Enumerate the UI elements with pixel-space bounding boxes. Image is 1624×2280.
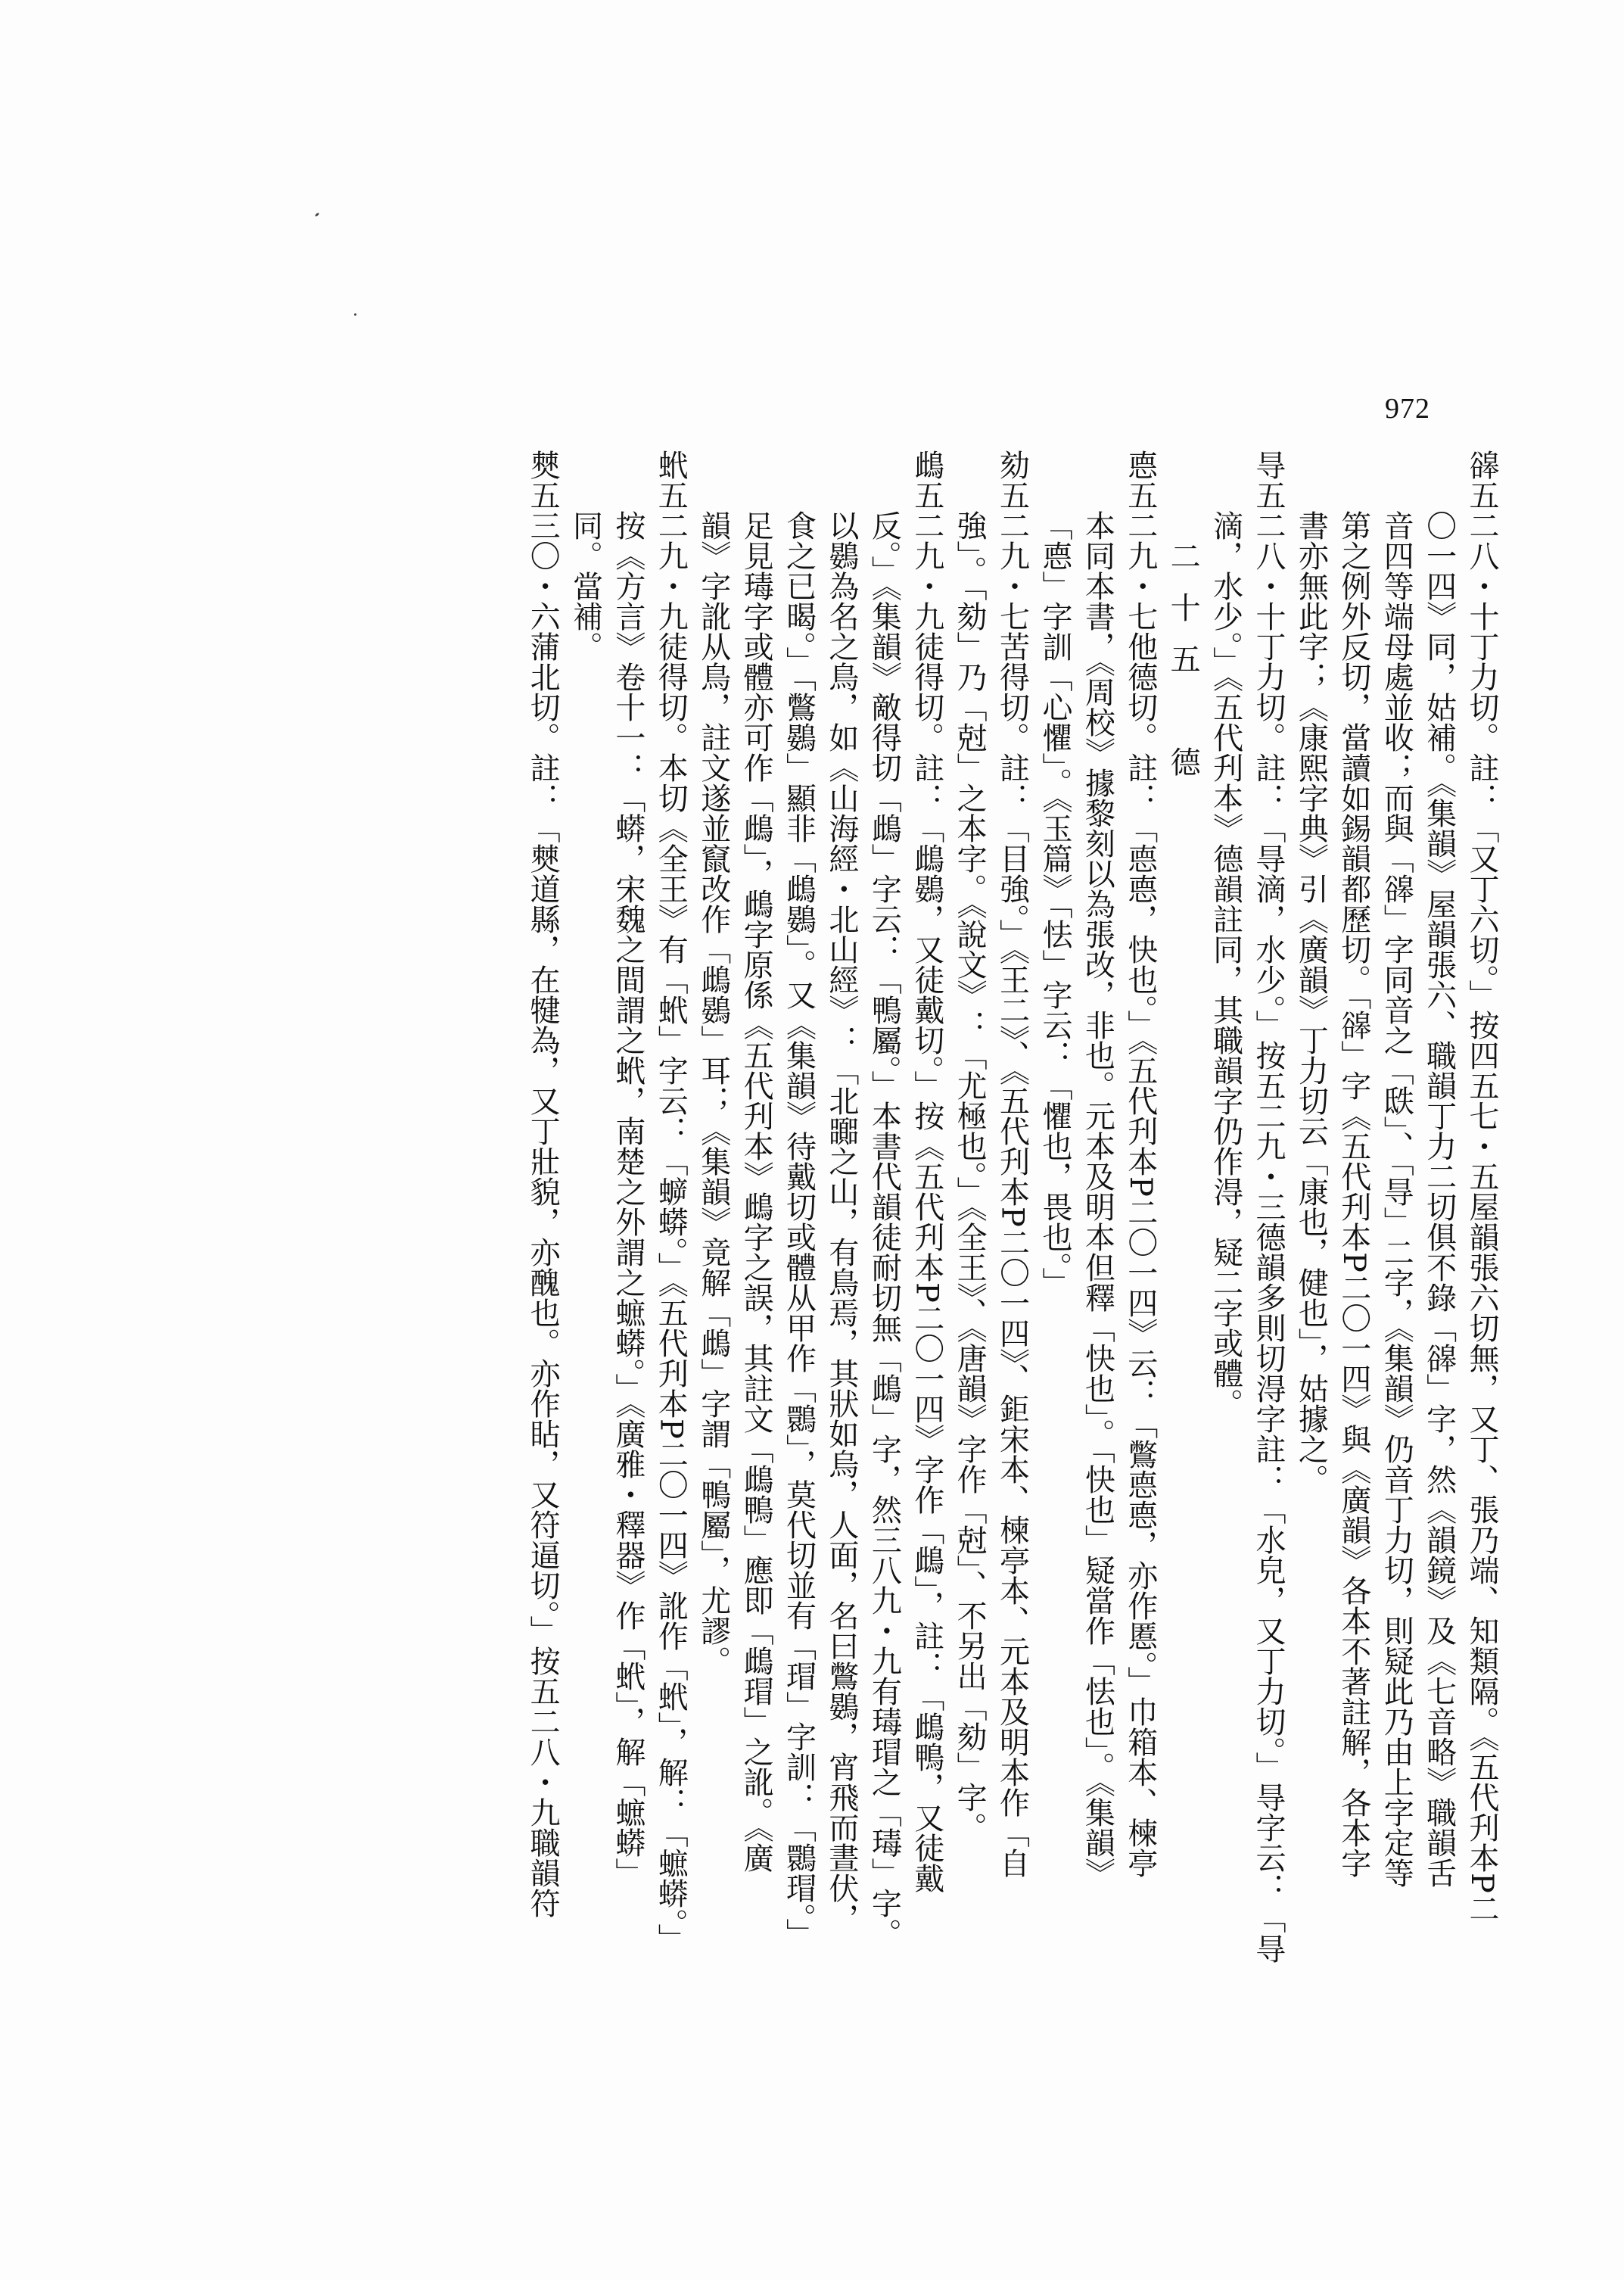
text-line: 反。」《集韻》敵得切「䳄」字云：「鴨屬。」本書代韻徒耐切無「䳄」字，然三八九・九有瑇瑁之「瑇」字。 <box>866 510 902 1948</box>
text-line: 韻》字訛从鳥，註文遂並竄改作「䳄鷃」耳；《集韻》竟解「䳄」字謂「鴨屬」，尤謬。 <box>695 510 731 1676</box>
text-line: 滴，水少。」《五代刋本》德韻註同，其職韻字仍作淂，疑二字或體。 <box>1208 510 1243 1419</box>
text-line: 蚮五二九・九徒得切。本切《全王》有「蚮」字云：「蝷蟒。」《五代刋本P二〇一四》訛作「蚮」，解：「蟅蟒。」 <box>653 450 689 1954</box>
text-line: 強」。「劾」乃「尅」之本字。《說文》：「尤極也。」《全王》、《唐韻》字作「尅」、不另出「劾」字。 <box>952 510 988 1842</box>
text-line: 僰五三〇・六蒲北切。註：「僰道縣，在犍為，又丁壯貌，亦醜也。亦作䀡，又符逼切。」按五二八・九職韻符 <box>525 450 561 1918</box>
page-number: 972 <box>1385 393 1430 425</box>
text-line: 書亦無此字；《康熙字典》引《廣韻》丁力切云「康也，健也」，姑據之。 <box>1293 510 1329 1494</box>
text-line: 第之例外反切，當讀如錫韻都歷切。「䜰」字《五代刋本P二〇一四》與《廣韻》各本不著註解，各本字 <box>1336 510 1371 1878</box>
scan-speck <box>354 313 356 316</box>
text-line: 以鷃為名之鳥，如《山海經・北山經》：「北嚻之山，有鳥焉，其狀如烏，人面，名曰鷩鷃，宵飛而晝伏， <box>823 510 859 1933</box>
text-line: 㥁五二九・七他德切。註：「㥁㥁，快也。」《五代刋本P二〇一四》云：「鷩㥁㥁，亦作慝。」巾箱本、楝亭 <box>1122 450 1158 1878</box>
text-line: 同。當補。 <box>568 510 603 662</box>
text-line: 〇一四》同，姑補。《集韻》屋韻張六、職韻丁力二切俱不錄「䜰」字，然《韻鏡》及《七音略》職韻舌 <box>1421 510 1457 1888</box>
text-line: 劾五二九・七苦得切。註：「目強。」《王二》、《五代刋本P二〇一四》、鉅宋本、楝亭本、元本及明本作「自 <box>994 450 1030 1878</box>
text-line: 足見瑇字或體亦可作「䳄」，䳄字原係《五代刋本》䳄字之誤，其註文「䳄鴨」應即「䳄瑁」之訛。《廣 <box>739 510 774 1873</box>
text-line: 音四等端母處並收；而與「䜰」字同音之「㲳」、「㝵」二字，《集韻》仍音丁力切，則疑此乃由上字定等 <box>1379 510 1414 1888</box>
text-line: 䳄五二九・九徒得切。註：「䳄鷃，又徒戴切。」按《五代刋本P二〇一四》字作「䳄」，註：「䳄鴨，又徒戴 <box>909 450 944 1893</box>
text-line: 䜰五二八・十丁力切。註：「又丁六切。」按四五七・五屋韻張六切無，又丁、張乃端、知類隔。《五代刋本P二 <box>1464 450 1499 1923</box>
text-line: 「㥁」字訓「心懼」。《玉篇》「怯」字云：「懼也，畏也。」 <box>1037 510 1072 1297</box>
scan-speck <box>315 212 320 216</box>
text-line: 按《方言》卷十一：「蟒，宋魏之間謂之蚮，南楚之外謂之蟅蟒。」《廣雅・釋器》作「蚮」，解「蟅蟒」 <box>610 510 646 1888</box>
text-line: 㝵五二八・十丁力切。註：「㝵滴，水少。」按五二九・三德韻多則切淂字註：「水皃，又丁力切。」㝵字云：「㝵 <box>1250 450 1286 1964</box>
section-heading: 二十五 德 <box>1165 540 1201 798</box>
vertical-text-block <box>126 450 1503 2138</box>
text-line: 食之已暍。」「鷩鷃」顯非「䳄鷃」。又《集韻》待戴切或體从甲作「䴉」，莫代切並有「瑁」字訓：「䴉瑁。」 <box>781 510 817 1948</box>
text-line: 本同本書，《周校》據黎刻以為張改，非也。元本及明本但釋「快也」。「快也」疑當作「怯也」。《集韻》 <box>1080 510 1115 1888</box>
